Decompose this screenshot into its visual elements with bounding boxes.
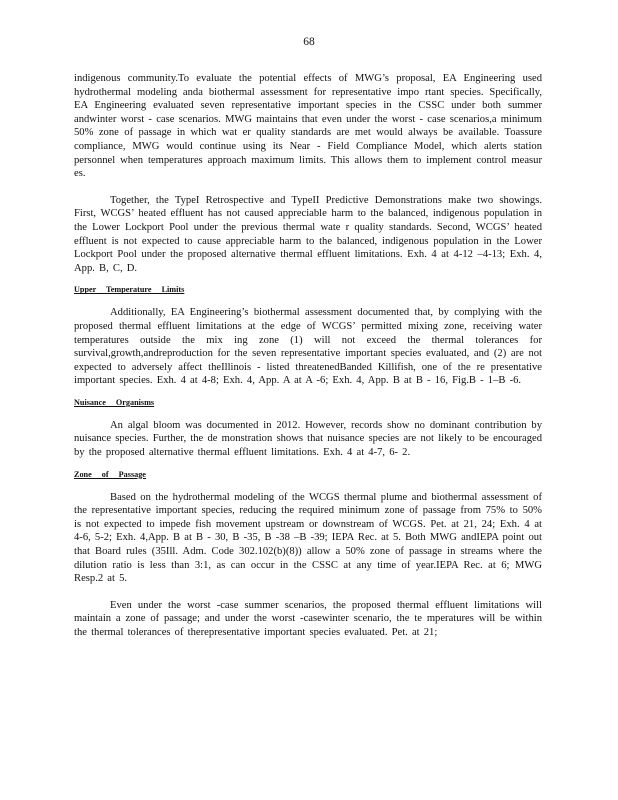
heading-nuisance-organisms: Nuisance Organisms xyxy=(74,397,155,407)
page-number: 68 xyxy=(303,36,315,48)
paragraph-algal-bloom: An algal bloom was documented in 2012. However, records show no dominant contribution by nuisance species. Further, the de monstration shows that nuisance species are not likely to be encouraged by the proposed alternative thermal effluent limitations. Exh. 4 at 4-7, 6- 2. xyxy=(74,419,542,459)
paragraph-community-evaluation: indigenous community.To evaluate the potential effects of MWG’s proposal, EA Engineering used hydrothermal modeling anda biothermal assessment for representative impo rtant species. Specifically, EA Engineering evaluated seven representative important species in the CSSC under both summer andwinter worst - case scenarios. MWG maintains that even under the worst - case scenarios,a minimum 50% zone of passage in which wat er quality standards are met would always be available. Toassure compliance, MWG would continue using its Near - Field Compliance Model, which alerts station personnel when temperatures approach maximum limits. This allows them to implement control measur es. xyxy=(74,73,542,180)
page-body xyxy=(74,72,542,640)
paragraph-zone-of-passage: Based on the hydrothermal modeling of the WCGS thermal plume and biothermal assessment of the representative important species, reducing the required minimum zone of passage from 75% to 50% is not expected to impede fish movement upstream or downstream of WCGS. Pet. at 21, 24; Exh. 4 at 4-6, 5-2; Exh. 4,App. B at B - 30, B -35, B -38 –B -39; IEPA Rec. at 5. Both MWG andIEPA point out that Board rules (35Ill. Adm. Code 302.102(b)(8)) allow a 50% zone of passage in streams where the dilution ratio is less than 3:1, as can occur in the CSSC at any time of year.IEPA Rec. at 6; MWG Resp.2 at 5. xyxy=(74,491,542,585)
paragraph-worst-case-scenarios: Even under the worst -case summer scenarios, the proposed thermal effluent limitations will maintain a zone of passage; and under the worst -casewinter scenario, the te mperatures will be within the thermal tolerances of therepresentative important species evaluated. Pet. at 21; xyxy=(74,599,542,638)
paragraph-demonstrations: Together, the TypeI Retrospective and TypeII Predictive Demonstrations make two showings. First, WCGS’ heated effluent has not caused appreciable harm to the balanced, indigenous population in the Lower Lockport Pool under the previous thermal wate r quality standards. Second, WCGS’ heated effluent is not expected to cause appreciable harm to the balanced, indigenous population in the Lower Lockport Pool under the proposed alternative thermal effluent limitations. Exh. 4 at 4-12 –4-13; Exh. 4, App. B, C, D. xyxy=(74,194,542,274)
paragraph-biothermal-assessment: Additionally, EA Engineering’s biothermal assessment documented that, by complying with the proposed thermal effluent limitations at the edge of WCGS’ permitted mixing zone, receiving water temperatures outside the mix ing zone (1) will not exceed the thermal tolerances for survival,growth,andreproduction for the seven representative important species evaluated, and (2) are not expected to adversely affect theIllinois - listed threatenedBanded Killifish, one of the re presentative important species. Exh. 4 at 4-8; Exh. 4, App. A at A -6; Exh. 4, App. B at B - 16, Fig.B - 1–B -6. xyxy=(74,307,542,387)
heading-upper-temperature-limits: Upper Temperature Limits xyxy=(74,285,185,295)
heading-zone-of-passage: Zone of Passage xyxy=(74,469,146,479)
